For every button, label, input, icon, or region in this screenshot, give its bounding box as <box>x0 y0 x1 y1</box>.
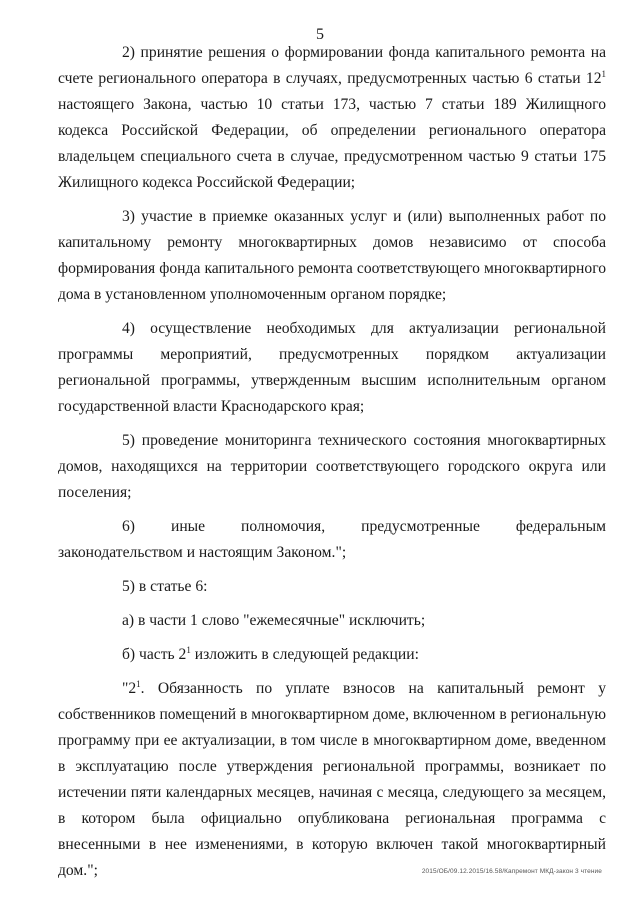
paragraph-quoted-part <box>58 676 606 884</box>
paragraph-article-6: 5) в статье 6: <box>122 578 208 595</box>
superscript: 1 <box>186 645 191 655</box>
paragraph-item-3: 3) участие в приемке оказанных услуг и (или) выполненных работ по капитальному ремонту многоквартирных домов независимо от способа формирования фонда капитального ремонта соответствующего многоквартирного дома в установленном уполномоченным органом порядке; <box>58 208 606 303</box>
paragraph-item-4: 4) осуществление необходимых для актуализации региональной программы мероприятий, предусмотренных порядком актуализации региональной программы, утвержденным высшим исполнительным органом государственной власти Краснодарского края; <box>58 320 606 415</box>
paragraph-item-6: 6) иные полномочия, предусмотренные федеральным законодательством и настоящим Законом."; <box>58 518 606 561</box>
paragraph-text: изложить в следующей редакции: <box>190 646 419 663</box>
paragraph-text: "2 <box>122 680 137 697</box>
paragraph-text: б) часть 2 <box>122 646 187 663</box>
paragraph-subitem-a: а) в части 1 слово "ежемесячные" исключить; <box>122 612 426 629</box>
superscript: 1 <box>136 679 141 689</box>
paragraph-subitem-b <box>58 642 606 668</box>
paragraph-text: . Обязанность по уплате взносов на капитальный ремонт у собственников помещений в многоквартирном доме, включенном в региональную программу при ее актуализации, в том числе в многоквартирном доме, введенном в эксплуатацию после утверждения региональной программы, возникает по истечении пяти календарных месяцев, начиная с месяца, следующего за месяцем, в котором была официально опубликована региональная программа с внесенными в нее изменениями, в которую включен такой многоквартирный дом."; <box>58 680 606 879</box>
paragraph-item-2 <box>58 40 606 196</box>
paragraph-text: настоящего Закона, частью 10 статьи 173, частью 7 статьи 189 Жилищного кодекса Российской Федерации, об определении регионального оператора владельцем специального счета в случае, предусмотренном частью 9 статьи 175 Жилищного кодекса Российской Федерации; <box>58 96 606 191</box>
document-body <box>58 40 606 892</box>
paragraph-text: 2) принятие решения о формировании фонда капитального ремонта на счете регионального оператора в случаях, предусмотренных частью 6 статьи 12 <box>58 44 606 87</box>
footer-file-path: 2015/ОБ/09.12.2015/16.58/Капремонт МКД-закон 3 чтение <box>421 868 602 875</box>
page-number: 5 <box>316 26 324 43</box>
paragraph-item-5: 5) проведение мониторинга технического состояния многоквартирных домов, находящихся на территории соответствующего городского округа или поселения; <box>58 432 606 501</box>
superscript: 1 <box>601 69 606 79</box>
